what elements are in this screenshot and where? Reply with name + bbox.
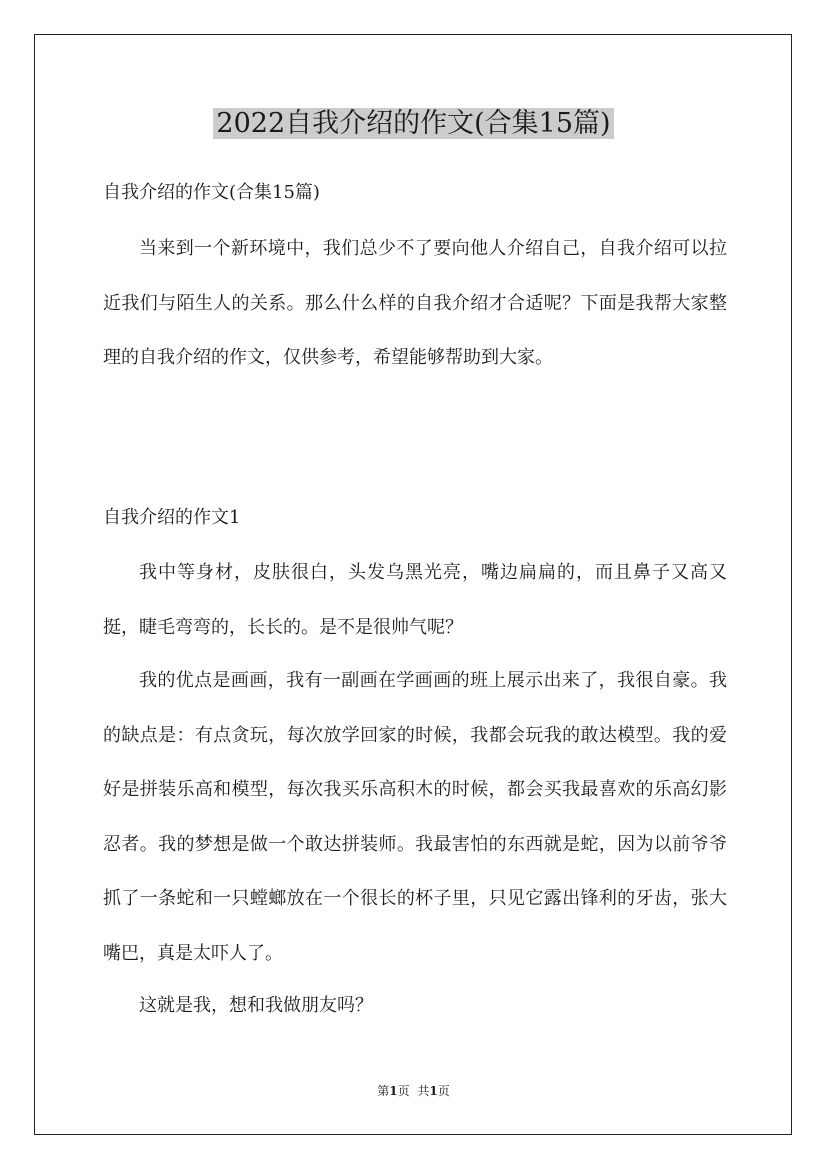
total-suffix: 页 [437, 1084, 450, 1098]
body-paragraph-2: 我的优点是画画，我有一副画在学画画的班上展示出来了，我很自豪。我的缺点是：有点贪玩，每次放学回家的时候，我都会玩我的敢达模型。我的爱好是拼装乐高和模型，每次我买乐高积木的时候，都会买我最喜欢的乐高幻影忍者。我的梦想是做一个敢达拼装师。我最害怕的东西就是蛇，因为以前爷爷抓了一条蛇和一只螳螂放在一个很长的杯子里，只见它露出锋利的牙齿，张大嘴巴，真是太吓人了。 [103, 670, 727, 964]
intro-paragraph: 当来到一个新环境中，我们总少不了要向他人介绍自己，自我介绍可以拉近我们与陌生人的关系。那么什么样的自我介绍才合适呢？下面是我帮大家整理的自我介绍的作文，仅供参考，希望能够帮助到大家。 [103, 238, 727, 368]
page-suffix: 页 [397, 1084, 410, 1098]
total-prefix: 共 [417, 1084, 430, 1098]
section-heading: 自我介绍的作文1 [103, 507, 241, 528]
page-footer [0, 1082, 827, 1100]
body-paragraph-3: 这就是我，想和我做朋友吗？ [139, 995, 373, 1016]
body-paragraph-1: 我中等身材，皮肤很白，头发乌黑光亮，嘴边扁扁的，而且鼻子又高又挺，睫毛弯弯的，长长的。是不是很帅气呢？ [103, 562, 727, 638]
page-total: 1 [429, 1084, 438, 1098]
document-subtitle: 自我介绍的作文(合集15篇) [103, 182, 320, 203]
page-number: 1 [389, 1084, 398, 1098]
document-title [0, 104, 827, 144]
document-title-text: 2022自我介绍的作文(合集15篇) [213, 108, 613, 139]
page-prefix: 第 [377, 1084, 390, 1098]
